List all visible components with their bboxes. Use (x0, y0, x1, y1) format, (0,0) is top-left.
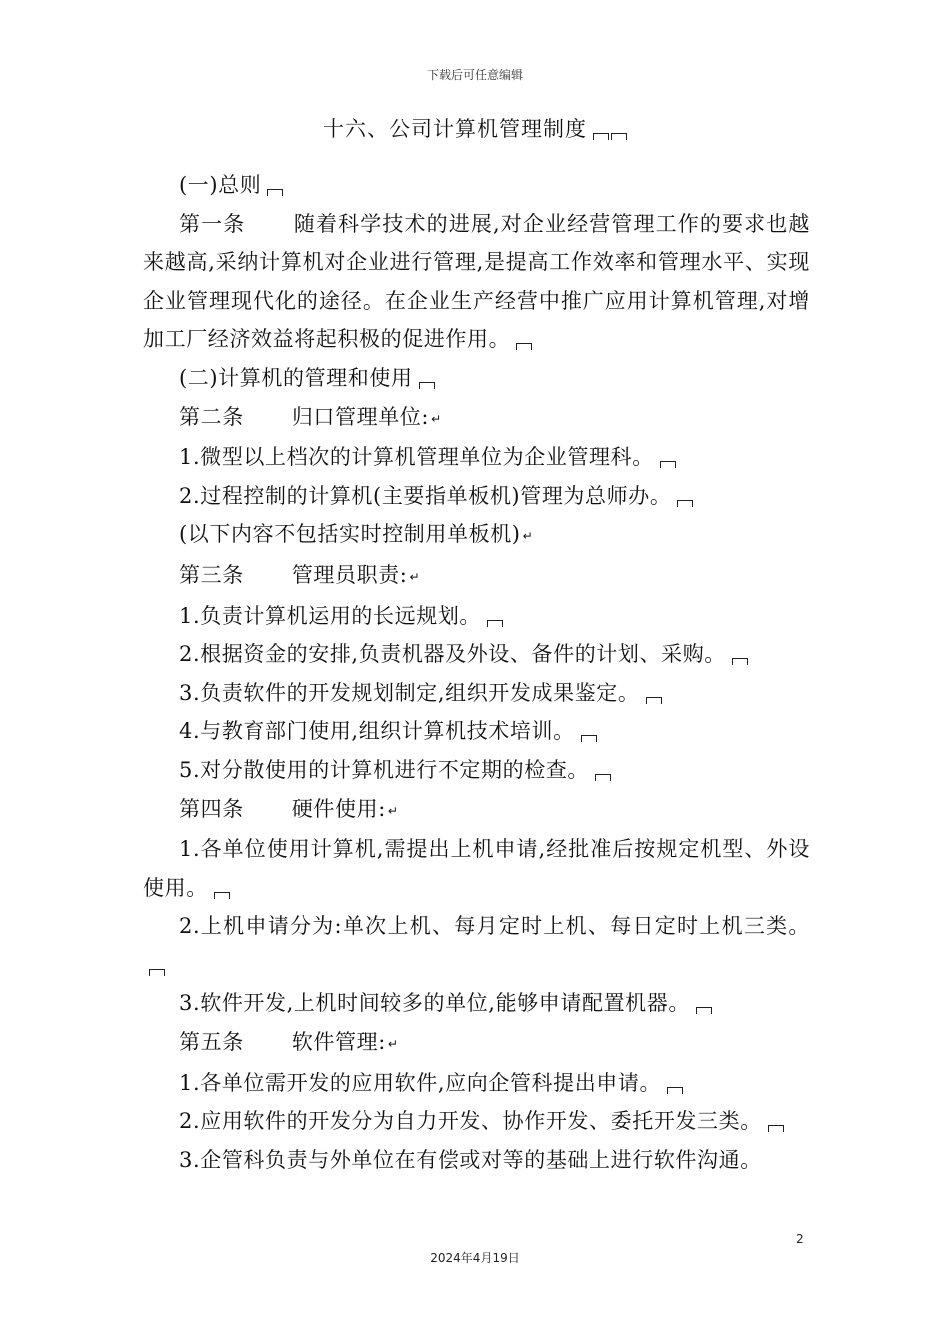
paragraph (143, 438, 810, 477)
paragraph-mark-icon (593, 133, 609, 140)
paragraph (143, 984, 810, 1023)
paragraph (143, 1023, 810, 1064)
paragraph-mark-icon (660, 461, 676, 468)
paragraph-text: 1.微型以上档次的计算机管理单位为企业管理科。 (179, 445, 654, 470)
paragraph-mark-icon (696, 1007, 712, 1014)
paragraph-mark-icon (611, 133, 627, 140)
document-body (143, 166, 810, 1179)
paragraph-mark-icon (677, 500, 693, 507)
footer-date: 2024年4月19日 (430, 1251, 520, 1265)
paragraph-mark-icon (667, 1087, 683, 1094)
paragraph-text: (二)计算机的管理和使用 (179, 365, 413, 390)
line-break-icon: ↵ (431, 411, 442, 426)
paragraph (143, 359, 810, 398)
paragraph-text: 1.负责计算机运用的长远规划。 (179, 603, 482, 628)
paragraph-text: 2.过程控制的计算机(主要指单板机)管理为总师办。 (179, 483, 672, 508)
paragraph (143, 1064, 810, 1103)
paragraph-text: 3.企管科负责与外单位在有偿或对等的基础上进行软件沟通。 (179, 1147, 762, 1172)
line-break-icon: ↵ (409, 569, 421, 584)
paragraph-text: (以下内容不包括实时控制用单板机) (179, 522, 521, 547)
paragraph-text: 3.软件开发,上机时间较多的单位,能够申请配置机器。 (179, 991, 690, 1016)
paragraph-text: 硬件使用: (291, 796, 386, 821)
paragraph (143, 477, 810, 516)
paragraph (143, 515, 810, 556)
paragraph (143, 398, 810, 439)
paragraph-mark-icon (267, 189, 283, 196)
paragraph-mark-icon (768, 1125, 784, 1132)
paragraph-text: 2.上机申请分为:单次上机、每月定时上机、每日定时上机三类。 (179, 914, 810, 939)
paragraph-mark-icon (419, 382, 435, 389)
article-label: 第二条 (179, 404, 244, 429)
paragraph-text: 3.负责软件的开发规划制定,组织开发成果鉴定。 (179, 680, 640, 705)
paragraph-text: 随着科学技术的进展,对企业经营管理工作的要求也越来越高,采纳计算机对企业进行管理,是提高工作效率和管理水平、实现企业管理现代化的途径。在企业生产经营中推广应用计算机管理,对增加工厂经济效益将起积极的促进作用。 (143, 211, 810, 352)
article-label: 第三条 (179, 562, 244, 587)
paragraph-mark-icon (149, 969, 165, 976)
document-title (0, 113, 950, 143)
paragraph-text: 1.各单位需开发的应用软件,应向企管科提出申请。 (179, 1070, 662, 1095)
paragraph-mark-icon (581, 735, 597, 742)
paragraph (143, 166, 810, 205)
paragraph (143, 830, 810, 907)
paragraph-text: 2.应用软件的开发分为自力开发、协作开发、委托开发三类。 (179, 1109, 762, 1134)
paragraph (143, 674, 810, 713)
paragraph-mark-icon (646, 697, 662, 704)
paragraph-mark-icon (732, 658, 748, 665)
document-title-text: 十六、公司计算机管理制度 (323, 117, 587, 141)
paragraph (143, 556, 810, 597)
paragraph-text: 5.对分散使用的计算机进行不定期的检查。 (179, 757, 590, 782)
paragraph-text: 软件管理: (291, 1030, 386, 1055)
paragraph (143, 907, 810, 984)
paragraph (143, 205, 810, 359)
page-number: 2 (796, 1232, 804, 1246)
paragraph-mark-icon (487, 620, 503, 627)
line-break-icon: ↵ (387, 1037, 399, 1052)
paragraph-text: 归口管理单位: (291, 404, 430, 429)
paragraph-text: (一)总则 (179, 173, 262, 197)
paragraph-mark-icon (595, 774, 611, 781)
paragraph (143, 597, 810, 636)
line-break-icon: ↵ (522, 529, 534, 544)
article-label: 第四条 (179, 796, 244, 821)
paragraph-mark-icon (214, 892, 230, 899)
paragraph (143, 635, 810, 674)
paragraph-text: 2.根据资金的安排,负责机器及外设、备件的计划、采购。 (179, 642, 726, 667)
paragraph-mark-icon (516, 343, 532, 350)
article-label: 第一条 (179, 211, 246, 236)
paragraph-text: 1.各单位使用计算机,需提出上机申请,经批准后按规定机型、外设使用。 (143, 837, 810, 900)
paragraph (143, 751, 810, 790)
paragraph (143, 1141, 810, 1180)
paragraph-text: 管理员职责: (291, 562, 408, 587)
paragraph-text: 4.与教育部门使用,组织计算机技术培训。 (179, 719, 575, 744)
line-break-icon: ↵ (387, 803, 399, 818)
paragraph (143, 1102, 810, 1141)
article-label: 第五条 (179, 1030, 244, 1055)
paragraph (143, 790, 810, 831)
paragraph (143, 712, 810, 751)
header-note: 下载后可任意编辑 (426, 68, 523, 82)
